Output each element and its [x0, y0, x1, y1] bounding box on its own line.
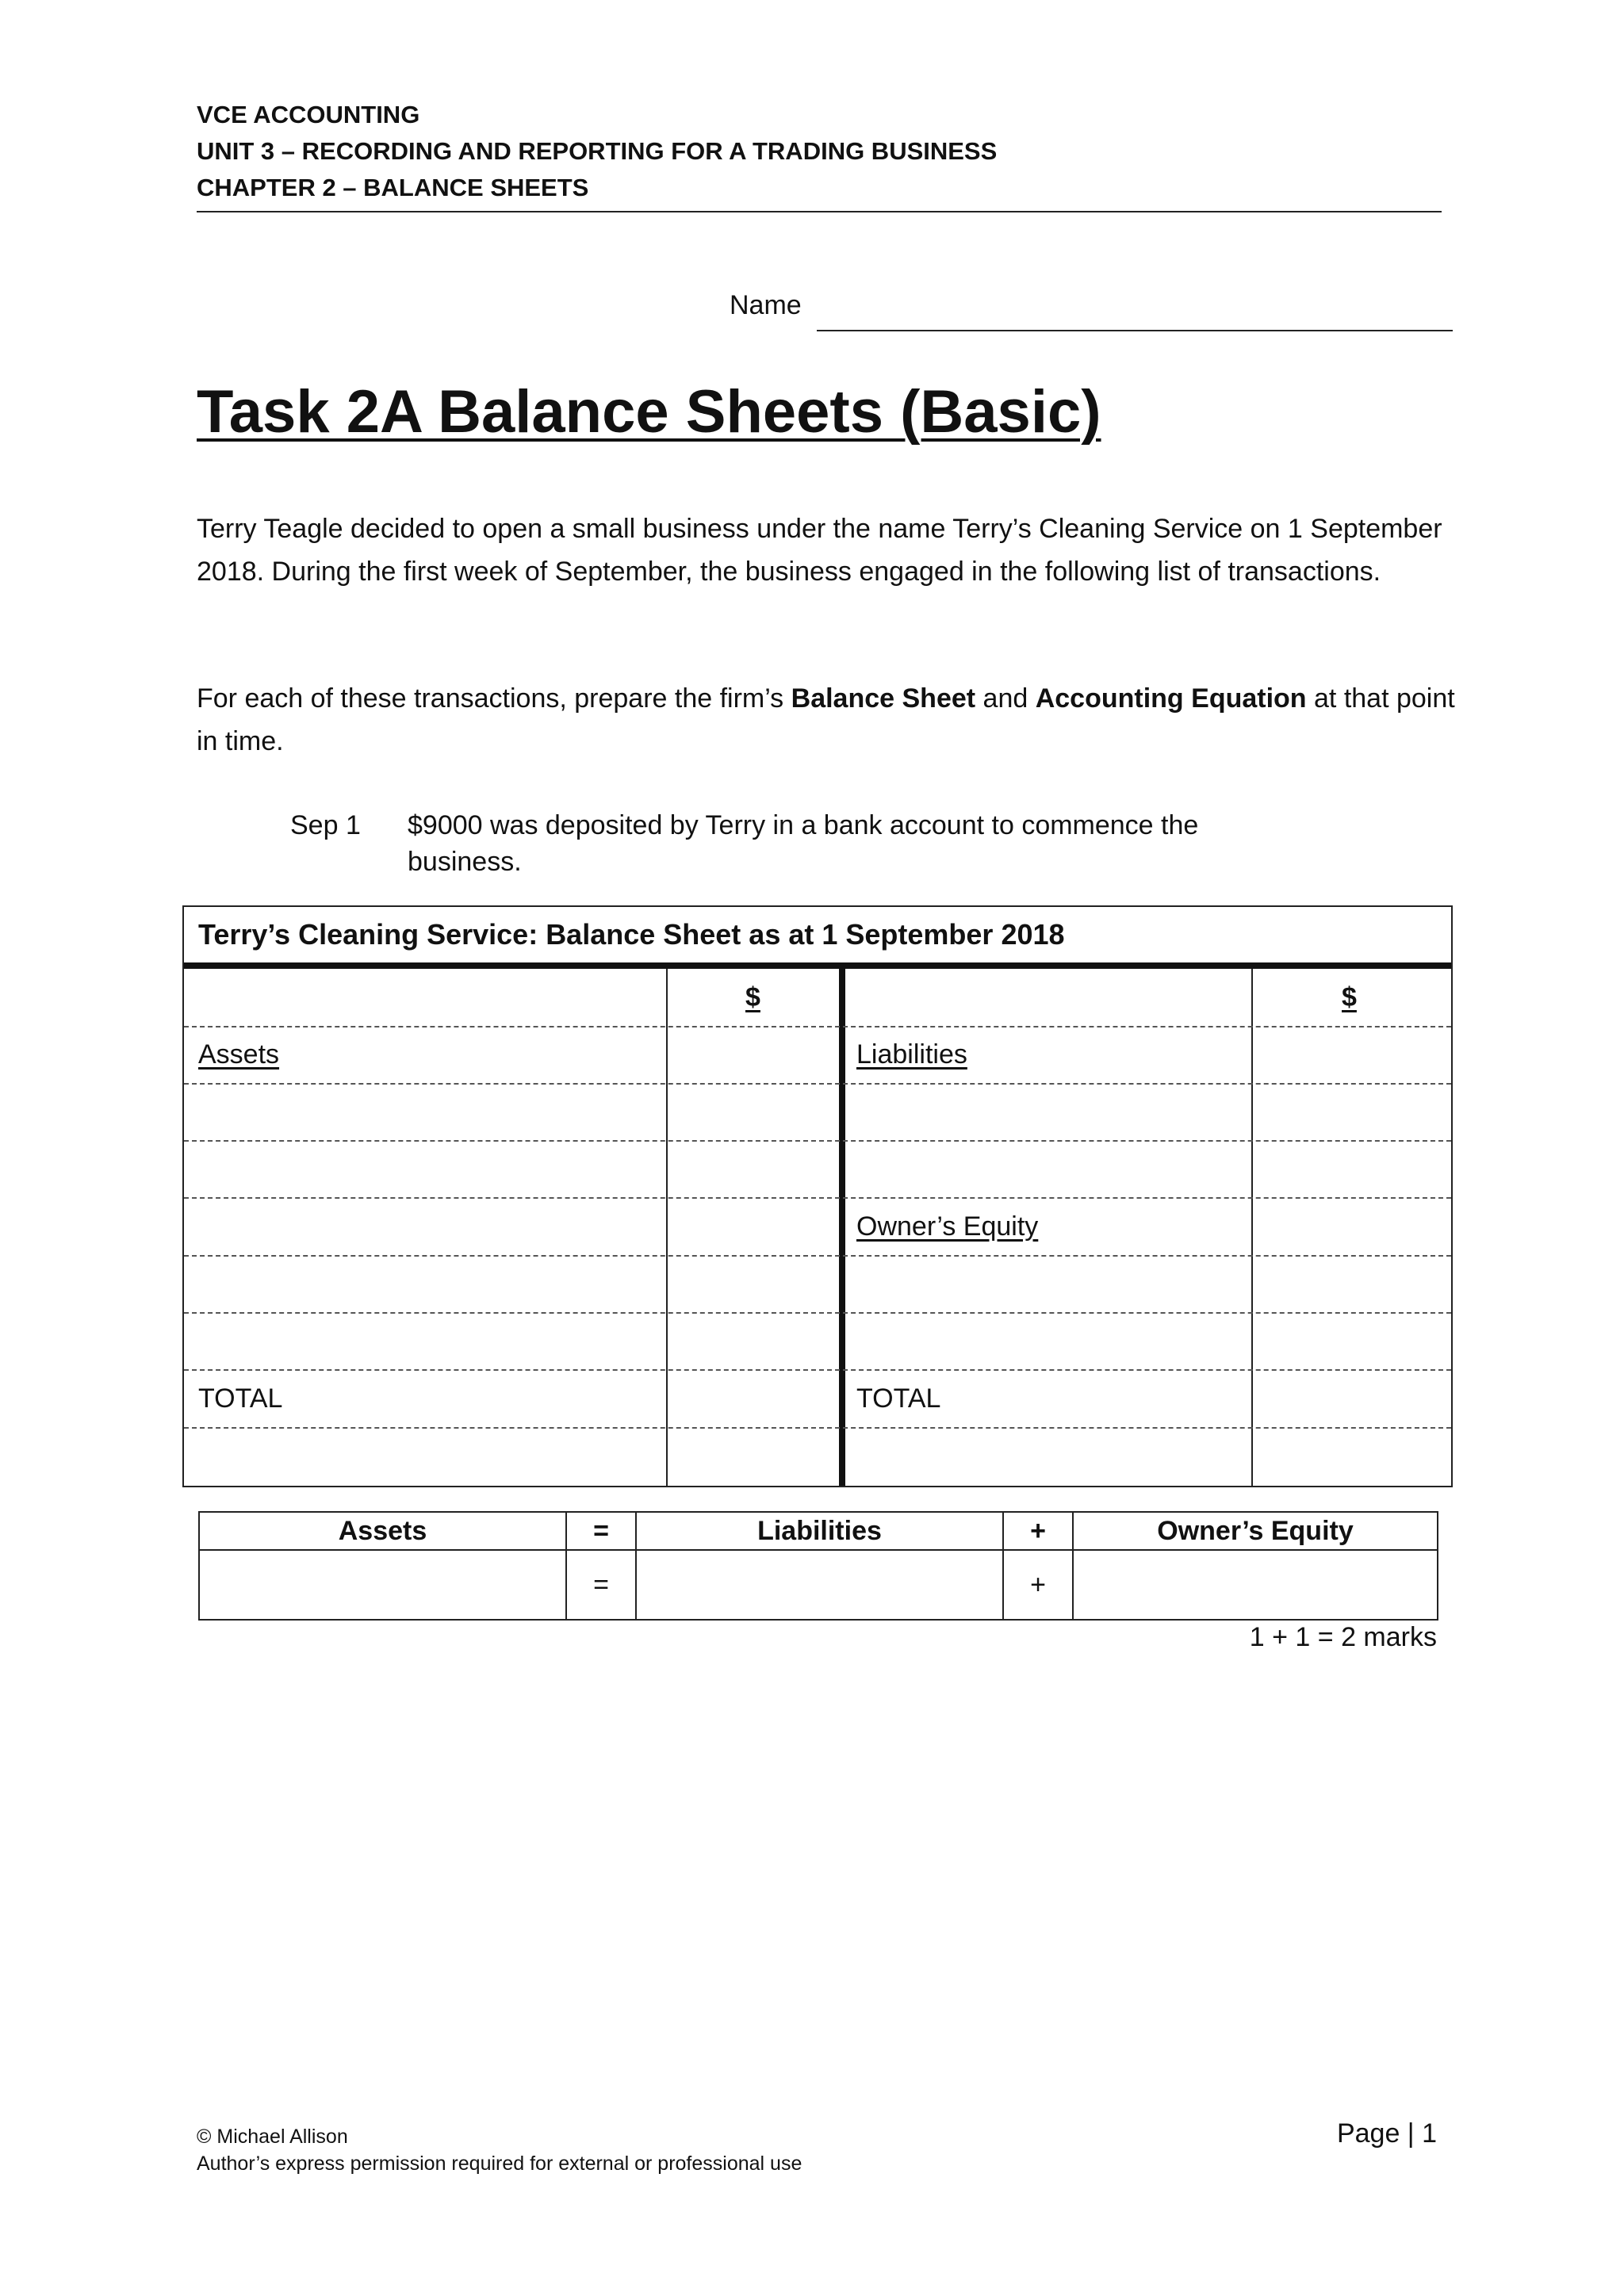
row-divider — [184, 1083, 1451, 1085]
left-amount-divider — [666, 969, 668, 1486]
transaction-description: $9000 was deposited by Terry in a bank account to commence the business. — [408, 810, 1199, 877]
row-divider — [184, 1427, 1451, 1429]
page-number: Page | 1 — [1336, 2118, 1437, 2149]
instruction-text-1: For each of these transactions, prepare the firm’s — [197, 683, 791, 714]
right-amount-divider — [1251, 969, 1253, 1486]
balance-sheet-grid[interactable] — [184, 969, 1451, 1486]
right-currency-header: $ — [1342, 982, 1357, 1012]
instruction-text-3: at that point in time. — [197, 683, 1455, 756]
marks-allocation: 1 + 1 = 2 marks — [1249, 1622, 1437, 1652]
row-divider — [184, 1255, 1451, 1257]
footer-permission: Author’s express permission required for external or professional use — [197, 2152, 802, 2175]
header-subject: VCE ACCOUNTING — [197, 101, 420, 128]
assets-heading: Assets — [198, 1039, 280, 1070]
balance-sheet-table — [182, 905, 1453, 1487]
name-field[interactable] — [730, 290, 1453, 335]
equation-answer-row — [199, 1550, 1438, 1620]
left-currency-header: $ — [745, 982, 760, 1012]
header-chapter: CHAPTER 2 – BALANCE SHEETS — [197, 174, 589, 201]
row-divider — [184, 1312, 1451, 1314]
equation-plus-header: + — [1003, 1512, 1073, 1550]
accounting-equation-table — [198, 1511, 1438, 1621]
liabilities-heading: Liabilities — [856, 1039, 967, 1070]
footer-copyright-block — [197, 2123, 802, 2177]
equation-equity-header: Owner’s Equity — [1073, 1512, 1438, 1550]
equation-equity-answer[interactable] — [1073, 1550, 1438, 1620]
balance-sheet-title: Terry’s Cleaning Service: Balance Sheet as at 1 September 2018 — [184, 907, 1451, 969]
instruction-bold-accounting-equation: Accounting Equation — [1035, 683, 1307, 714]
footer-copyright: © Michael Allison — [197, 2126, 348, 2148]
equation-assets-header: Assets — [199, 1512, 566, 1550]
instruction-bold-balance-sheet: Balance Sheet — [791, 683, 976, 714]
equation-assets-answer[interactable] — [199, 1550, 566, 1620]
instruction-text-2: and — [975, 683, 1036, 714]
transaction-date: Sep 1 — [290, 810, 361, 840]
center-divider — [839, 969, 845, 1486]
instruction-paragraph — [197, 677, 1457, 763]
page-title: Task 2A Balance Sheets (Basic) — [197, 378, 1101, 446]
equation-liabilities-header: Liabilities — [636, 1512, 1003, 1550]
row-divider — [184, 1369, 1451, 1371]
document-header — [197, 97, 1442, 212]
row-divider — [184, 1197, 1451, 1199]
assets-total-label: TOTAL — [198, 1383, 283, 1414]
row-divider — [184, 1140, 1451, 1142]
header-unit: UNIT 3 – RECORDING AND REPORTING FOR A TRADING BUSINESS — [197, 137, 998, 165]
name-label: Name — [730, 290, 802, 320]
equation-equals-sign: = — [566, 1550, 636, 1620]
row-divider — [184, 1026, 1451, 1027]
equation-equals-header: = — [566, 1512, 636, 1550]
intro-paragraph: Terry Teagle decided to open a small business under the name Terry’s Cleaning Service on 1 September 2018. During the first week of September, the business engaged in the following list of transactions. — [197, 514, 1442, 587]
equation-plus-sign: + — [1003, 1550, 1073, 1620]
name-write-line[interactable] — [817, 330, 1453, 331]
owners-equity-heading: Owner’s Equity — [856, 1211, 1039, 1242]
equation-liabilities-answer[interactable] — [636, 1550, 1003, 1620]
equation-header-row — [199, 1512, 1438, 1550]
equities-total-label: TOTAL — [856, 1383, 941, 1414]
